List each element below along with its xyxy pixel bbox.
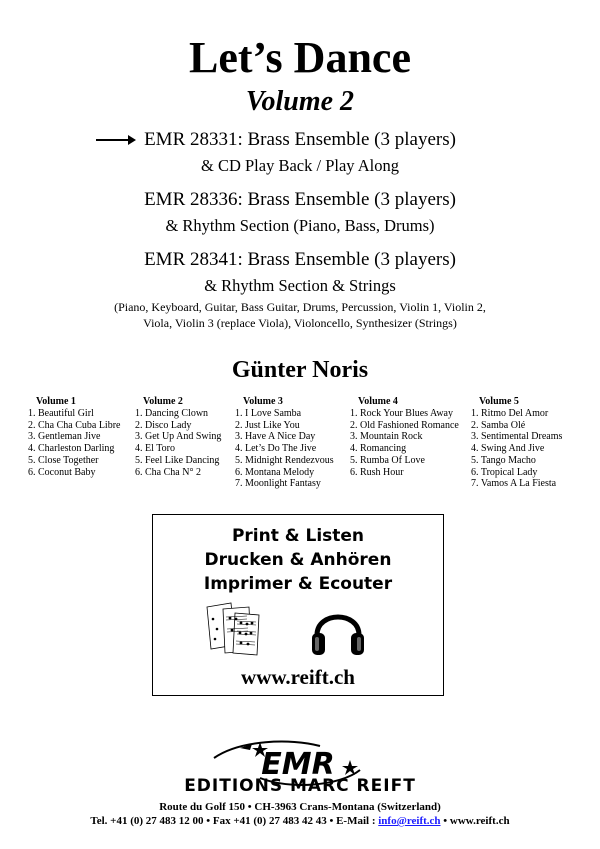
volume-subtitle: Volume 2 (245, 86, 355, 117)
publisher-address: Route du Golf 150 • CH-3963 Crans-Montana (Switzerland) (159, 801, 441, 813)
list-item: 4. Let’s Do The Jive (235, 443, 317, 455)
composer-name: Günter Noris (231, 357, 369, 383)
volume-column (350, 396, 459, 478)
list-item: 3. Have A Nice Day (235, 431, 316, 443)
edition-main-label: EMR 28341: Brass Ensemble (3 players) (144, 249, 456, 270)
list-item: 7. Moonlight Fantasy (235, 478, 321, 490)
email-link[interactable]: info@reift.ch (378, 815, 441, 827)
print-listen-label: Imprimer & Ecouter (203, 574, 393, 594)
edition-main-label: EMR 28331: Brass Ensemble (3 players) (144, 129, 456, 150)
list-item: 5. Midnight Rendezvous (235, 454, 334, 466)
page-title: Let’s Dance (189, 33, 411, 82)
edition-sub-label: & Rhythm Section (Piano, Bass, Drums) (165, 216, 435, 235)
list-item: 5. Feel Like Dancing (135, 454, 220, 466)
instrumentation-line: (Piano, Keyboard, Guitar, Bass Guitar, Drums, Percussion, Violin 1, Violin 2, (114, 300, 486, 314)
list-item: 2. Samba Olé (471, 419, 526, 431)
website-link[interactable]: www.reift.ch (241, 665, 355, 689)
edition-item (0, 248, 600, 331)
list-item: 6. Rush Hour (350, 466, 404, 478)
list-item: 4. Charleston Darling (28, 443, 115, 455)
list-item: 3. Get Up And Swing (135, 431, 222, 443)
list-item: 6. Cha Cha N° 2 (135, 466, 201, 478)
list-item: 6. Montana Melody (235, 466, 315, 478)
print-listen-label: Drucken & Anhören (204, 550, 392, 570)
edition-sub-label: & Rhythm Section & Strings (204, 276, 396, 295)
fax-number: Fax +41 (0) 27 483 42 43 (212, 815, 327, 827)
list-item: 5. Rumba Of Love (350, 454, 425, 466)
phone-number: Tel. +41 (0) 27 483 12 00 (90, 815, 204, 827)
list-item: 2. Disco Lady (135, 419, 192, 431)
volume-title: Volume 5 (479, 396, 519, 407)
list-item: 4. El Toro (135, 443, 175, 455)
arrow-right-icon (96, 139, 134, 141)
volume-title: Volume 4 (358, 396, 398, 407)
publisher-name: EDITIONS MARC REIFT (184, 776, 416, 796)
volume-column (235, 396, 334, 490)
print-listen-box (152, 514, 444, 696)
list-item: 3. Gentleman Jive (28, 431, 101, 443)
print-listen-label: Print & Listen (231, 526, 365, 546)
list-item: 3. Sentimental Dreams (471, 431, 563, 443)
list-item: 1. Rock Your Blues Away (350, 408, 453, 419)
list-item: 4. Swing And Jive (471, 443, 545, 455)
list-item: 2. Just Like You (235, 419, 300, 431)
volume-title: Volume 3 (243, 396, 283, 407)
list-item: 1. Dancing Clown (135, 408, 209, 419)
volume-column (471, 396, 562, 490)
list-item: 7. Vamos A La Fiesta (471, 478, 557, 490)
instrumentation-note (0, 299, 600, 331)
volume-column (135, 396, 221, 478)
list-item: 4. Romancing (350, 443, 407, 455)
website-link[interactable]: www.reift.ch (449, 815, 510, 827)
sheet-music-icon (201, 601, 263, 657)
volume-title: Volume 1 (36, 396, 76, 407)
list-item: 5. Close Together (28, 454, 99, 466)
edition-main-label: EMR 28336: Brass Ensemble (3 players) (144, 189, 456, 210)
volume-column (28, 396, 120, 478)
list-item: 6. Tropical Lady (471, 466, 538, 478)
logo-text: EMR (261, 747, 335, 782)
edition-item (0, 128, 600, 177)
instrumentation-line: Viola, Violin 3 (replace Viola), Violoncello, Synthesizer (Strings) (143, 316, 457, 330)
edition-sub-label: & CD Play Back / Play Along (201, 156, 399, 175)
list-item: 1. I Love Samba (235, 408, 302, 419)
list-item: 2. Cha Cha Cuba Libre (28, 419, 121, 431)
list-item: 1. Beautiful Girl (28, 408, 94, 419)
list-item: 2. Old Fashioned Romance (350, 419, 459, 431)
headphones-icon (309, 601, 367, 661)
edition-item (0, 188, 600, 237)
volume-title: Volume 2 (143, 396, 183, 407)
email-label: E-Mail : (336, 815, 376, 827)
list-item: 6. Coconut Baby (28, 466, 96, 478)
publisher-contact: Tel. +41 (0) 27 483 12 00 • Fax +41 (0) 27 483 42 43 • E-Mail : info@reift.ch • www.reift.ch (90, 815, 510, 827)
list-item: 1. Ritmo Del Amor (471, 408, 549, 419)
list-item: 3. Mountain Rock (350, 431, 423, 443)
editions-list (0, 128, 600, 331)
list-item: 5. Tango Macho (471, 454, 536, 466)
